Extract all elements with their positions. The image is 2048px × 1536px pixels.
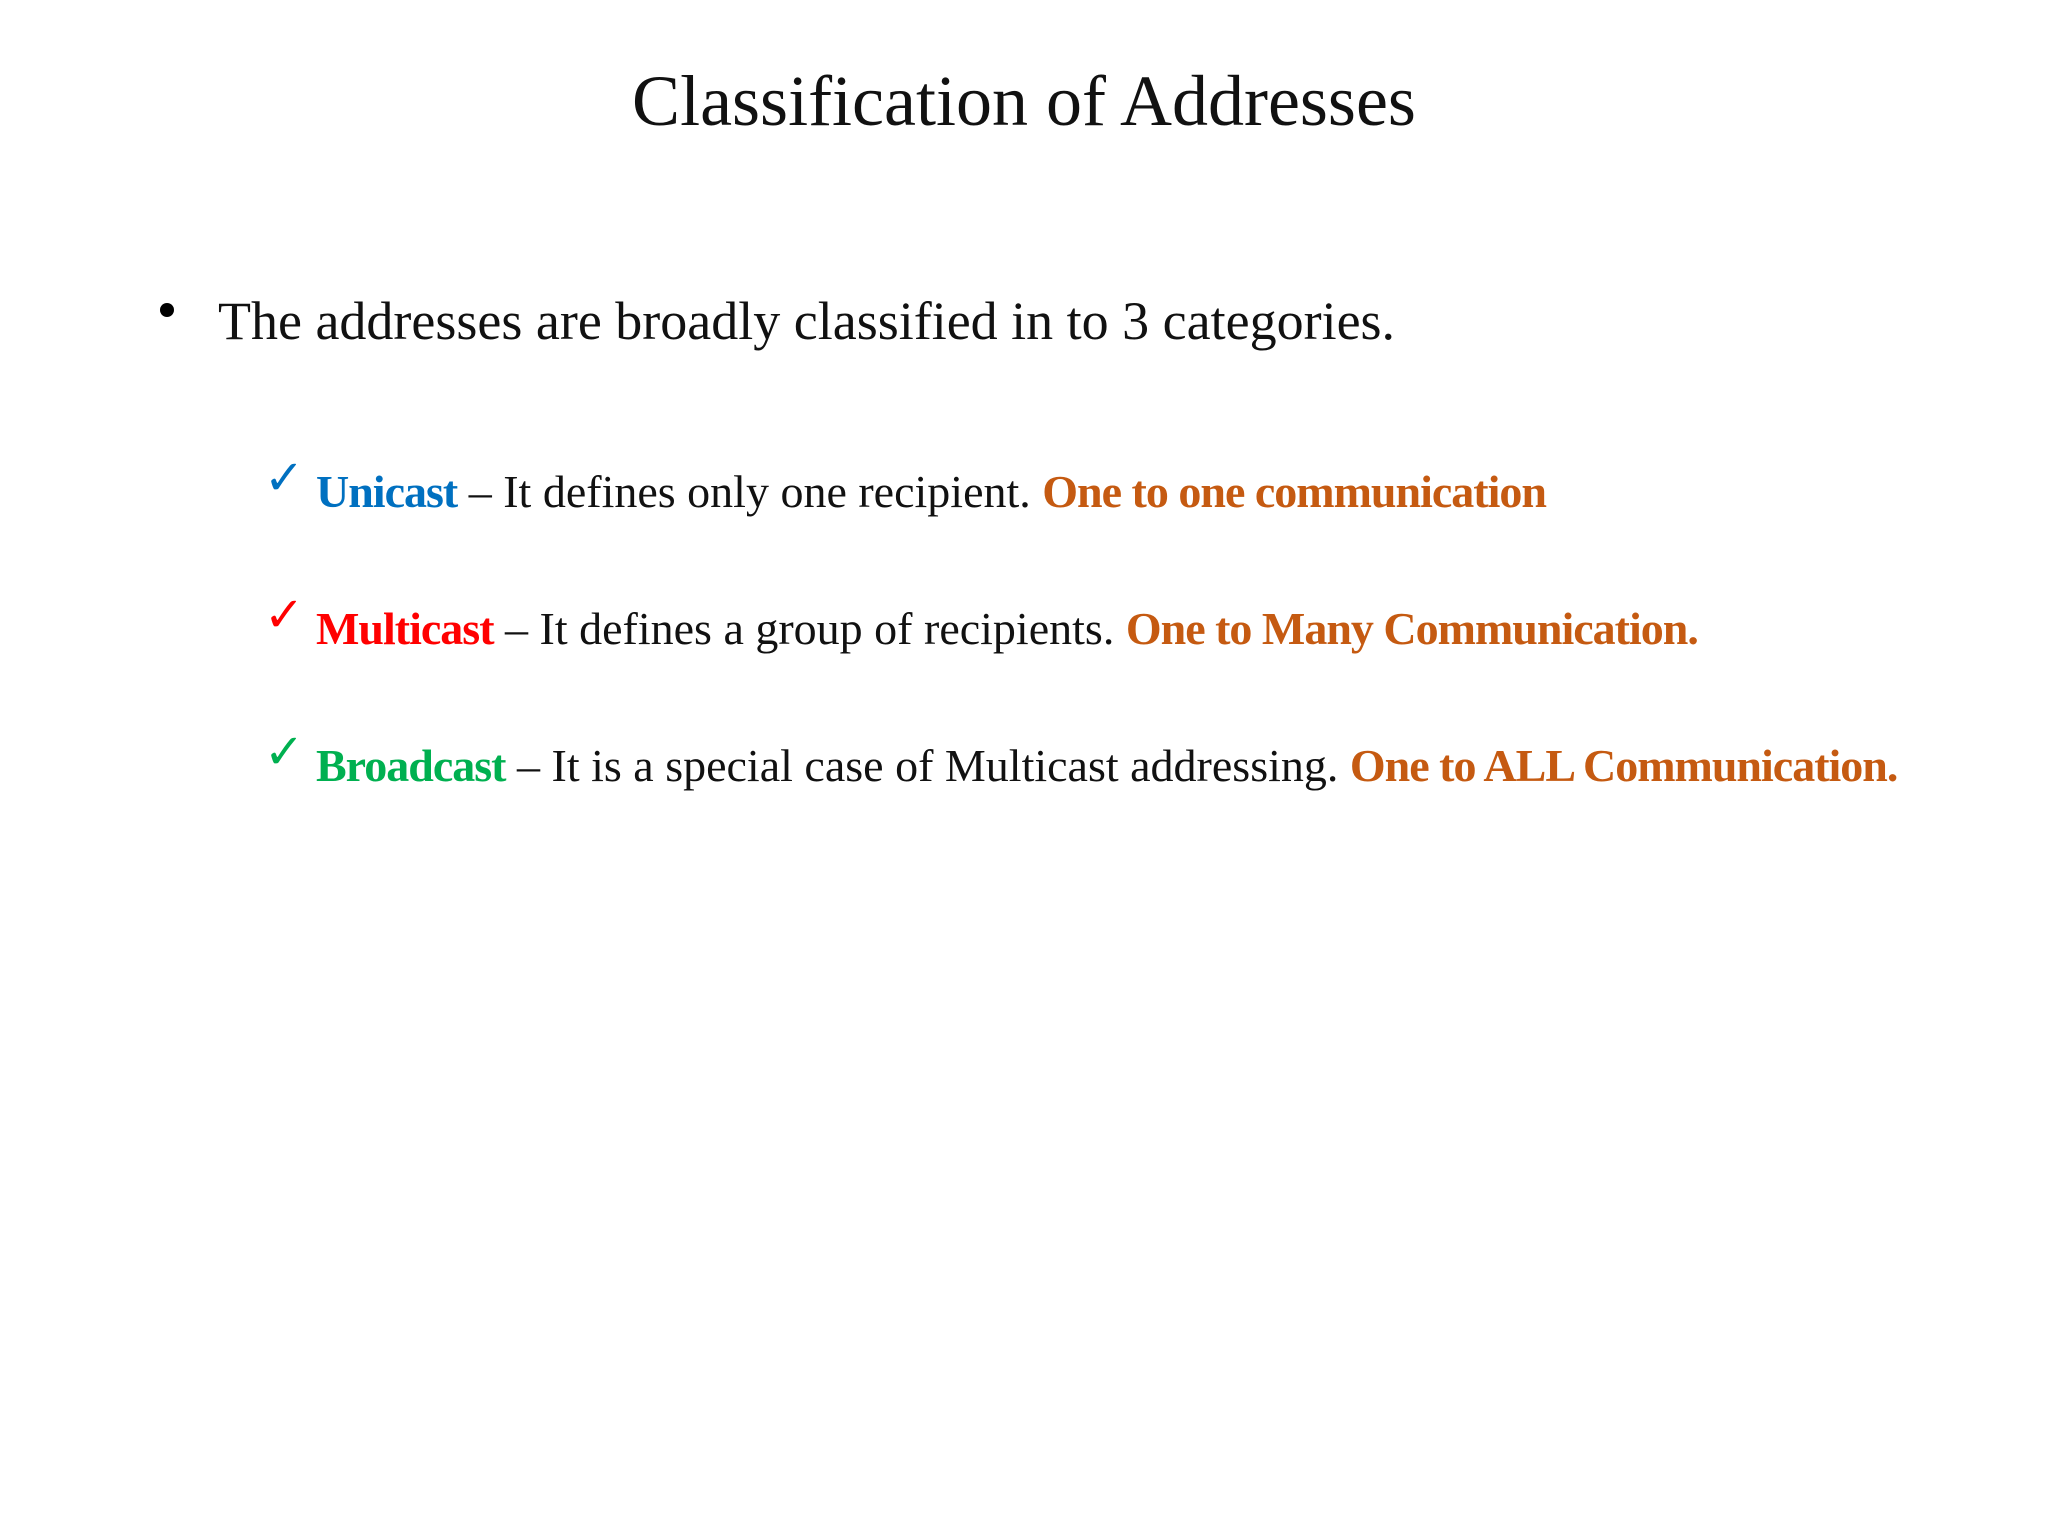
list-item-multicast xyxy=(262,567,1962,691)
term-broadcast: Broadcast xyxy=(316,740,506,791)
bullet-dot-icon xyxy=(160,303,174,317)
check-icon: ✓ xyxy=(264,724,305,780)
tag-broadcast: One to ALL Communication. xyxy=(1349,740,1898,791)
description-unicast: – It defines only one recipient. xyxy=(457,466,1043,517)
tag-multicast: One to Many Communication. xyxy=(1125,603,1698,654)
list-item-unicast xyxy=(262,430,1962,554)
list-item-broadcast xyxy=(262,704,1962,828)
check-icon: ✓ xyxy=(264,587,305,643)
description-multicast: – It defines a group of recipients. xyxy=(493,603,1126,654)
bullet-text: The addresses are broadly classified in to 3 categories. xyxy=(218,291,1396,351)
description-broadcast: – It is a special case of Multicast addressing. xyxy=(505,740,1350,791)
slide-title: Classification of Addresses xyxy=(632,61,1416,141)
bullet-point xyxy=(160,286,1395,356)
check-icon: ✓ xyxy=(264,450,305,506)
tag-unicast: One to one communication xyxy=(1042,466,1546,517)
term-unicast: Unicast xyxy=(316,466,458,517)
term-multicast: Multicast xyxy=(316,603,494,654)
address-type-list xyxy=(262,430,1962,841)
